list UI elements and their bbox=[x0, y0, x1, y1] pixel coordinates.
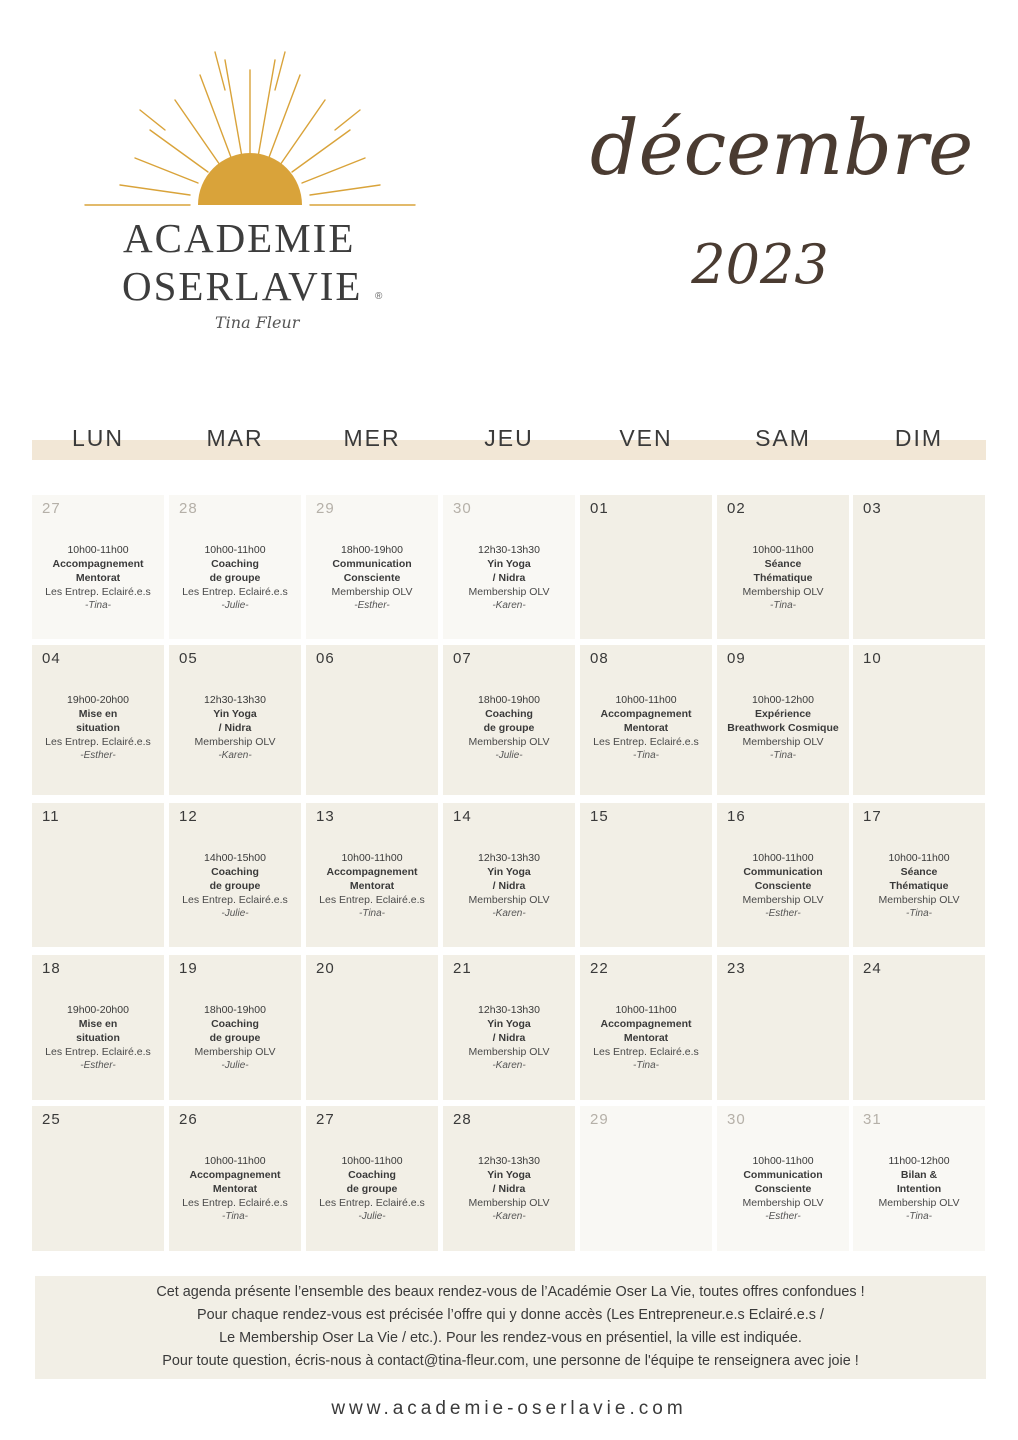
event-person: -Karen- bbox=[492, 600, 526, 611]
event-time: 18h00-19h00 bbox=[204, 1004, 266, 1016]
day-number: 30 bbox=[727, 1111, 746, 1128]
calendar-event[interactable] bbox=[169, 1003, 301, 1073]
event-time: 18h00-19h00 bbox=[341, 544, 403, 556]
event-time: 12h30-13h30 bbox=[478, 544, 540, 556]
calendar-event[interactable] bbox=[32, 1003, 164, 1073]
calendar-day-cell[interactable] bbox=[32, 1106, 164, 1251]
day-number: 29 bbox=[316, 500, 335, 517]
event-offer: Membership OLV bbox=[468, 1046, 550, 1058]
calendar-day-cell[interactable] bbox=[580, 495, 712, 639]
weekday-label: VEN bbox=[619, 425, 673, 451]
event-offer: Membership OLV bbox=[742, 1197, 824, 1209]
event-name: Coaching de groupe bbox=[483, 708, 535, 734]
note-line: Le Membership Oser La Vie / etc.). Pour les rendez-vous en présentiel, la ville est indiquée. bbox=[219, 1330, 802, 1346]
event-time: 12h30-13h30 bbox=[478, 852, 540, 864]
event-name: Accompagnement Mentorat bbox=[600, 1018, 692, 1044]
day-number: 09 bbox=[727, 650, 746, 667]
event-time: 10h00-11h00 bbox=[752, 1155, 814, 1167]
weekday-label: MAR bbox=[206, 425, 264, 451]
event-name: Yin Yoga / Nidra bbox=[487, 1018, 531, 1044]
event-offer: Membership OLV bbox=[742, 894, 824, 906]
day-number: 27 bbox=[42, 500, 61, 517]
note-line: Pour chaque rendez-vous est précisée l’offre qui y donne accès (Les Entrepreneur.e.s Eclairé.e.s / bbox=[197, 1307, 824, 1323]
calendar-day-cell[interactable] bbox=[169, 803, 301, 947]
calendar-event[interactable] bbox=[580, 693, 712, 763]
event-offer: Les Entrep. Eclairé.e.s bbox=[593, 1046, 699, 1058]
event-time: 11h00-12h00 bbox=[888, 1155, 950, 1167]
day-number: 13 bbox=[316, 808, 335, 825]
event-person: -Karen- bbox=[492, 1060, 526, 1071]
calendar-event[interactable] bbox=[853, 851, 985, 921]
calendar-event[interactable] bbox=[306, 851, 438, 921]
calendar-event[interactable] bbox=[443, 1154, 575, 1224]
calendar-event[interactable] bbox=[443, 693, 575, 763]
event-time: 10h00-11h00 bbox=[888, 852, 950, 864]
day-number: 31 bbox=[863, 1111, 882, 1128]
calendar-day-cell[interactable] bbox=[853, 495, 985, 639]
event-offer: Les Entrep. Eclairé.e.s bbox=[45, 1046, 151, 1058]
calendar-day-cell[interactable] bbox=[306, 803, 438, 947]
calendar-day-cell[interactable] bbox=[32, 803, 164, 947]
calendar-day-cell[interactable] bbox=[306, 1106, 438, 1251]
event-person: -Karen- bbox=[492, 1211, 526, 1222]
event-time: 10h00-11h00 bbox=[341, 1155, 403, 1167]
calendar-day-cell[interactable] bbox=[853, 955, 985, 1100]
academy-logo bbox=[80, 50, 420, 360]
day-number: 04 bbox=[42, 650, 61, 667]
day-number: 21 bbox=[453, 960, 472, 977]
event-offer: Membership OLV bbox=[878, 1197, 960, 1209]
calendar-day-cell[interactable] bbox=[580, 645, 712, 795]
event-time: 10h00-11h00 bbox=[341, 852, 403, 864]
event-time: 10h00-11h00 bbox=[615, 1004, 677, 1016]
event-offer: Membership OLV bbox=[468, 1197, 550, 1209]
event-name: Accompagnement Mentorat bbox=[600, 708, 692, 734]
day-number: 07 bbox=[453, 650, 472, 667]
signature: Tina Fleur bbox=[215, 313, 300, 332]
day-number: 10 bbox=[863, 650, 882, 667]
day-number: 18 bbox=[42, 960, 61, 977]
event-offer: Les Entrep. Eclairé.e.s bbox=[319, 1197, 425, 1209]
calendar-event[interactable] bbox=[443, 1003, 575, 1073]
event-offer: Membership OLV bbox=[194, 1046, 276, 1058]
calendar-event[interactable] bbox=[32, 543, 164, 613]
calendar-day-cell[interactable] bbox=[853, 1106, 985, 1251]
calendar-day-cell[interactable] bbox=[443, 955, 575, 1100]
calendar-day-cell[interactable] bbox=[717, 645, 849, 795]
weekday-label: MER bbox=[343, 425, 401, 451]
event-offer: Membership OLV bbox=[468, 894, 550, 906]
event-name: Yin Yoga / Nidra bbox=[487, 558, 531, 584]
day-number: 27 bbox=[316, 1111, 335, 1128]
info-note bbox=[35, 1276, 986, 1379]
website-link[interactable]: www.academie-oserlavie.com bbox=[331, 1398, 687, 1419]
calendar-day-cell[interactable] bbox=[580, 1106, 712, 1251]
day-number: 12 bbox=[179, 808, 198, 825]
event-name: Yin Yoga / Nidra bbox=[213, 708, 257, 734]
event-time: 12h30-13h30 bbox=[204, 694, 266, 706]
event-name: Expérience Breathwork Cosmique bbox=[727, 708, 839, 734]
day-number: 30 bbox=[453, 500, 472, 517]
event-name: Mise en situation bbox=[76, 1018, 120, 1044]
event-offer: Membership OLV bbox=[742, 586, 824, 598]
calendar-day-cell[interactable] bbox=[717, 1106, 849, 1251]
day-number: 14 bbox=[453, 808, 472, 825]
calendar-event[interactable] bbox=[169, 1154, 301, 1224]
event-name: Mise en situation bbox=[76, 708, 120, 734]
event-person: -Tina- bbox=[769, 750, 797, 761]
calendar-day-cell[interactable] bbox=[169, 1106, 301, 1251]
calendar-day-cell[interactable] bbox=[717, 495, 849, 639]
note-line: Cet agenda présente l’ensemble des beaux rendez-vous de l’Académie Oser La Vie, toutes offres confondues ! bbox=[156, 1284, 865, 1300]
day-number: 25 bbox=[42, 1111, 61, 1128]
event-time: 10h00-11h00 bbox=[615, 694, 677, 706]
event-name: Coaching de groupe bbox=[346, 1169, 398, 1195]
calendar-event[interactable] bbox=[306, 1154, 438, 1224]
event-person: -Tina- bbox=[905, 1211, 933, 1222]
event-name: Séance Thématique bbox=[889, 866, 949, 892]
event-person: -Esther- bbox=[80, 750, 116, 761]
day-number: 28 bbox=[453, 1111, 472, 1128]
event-person: -Julie- bbox=[495, 750, 523, 761]
event-name: Accompagnement Mentorat bbox=[326, 866, 418, 892]
event-name: Yin Yoga / Nidra bbox=[487, 1169, 531, 1195]
day-number: 17 bbox=[863, 808, 882, 825]
event-time: 10h00-11h00 bbox=[204, 544, 266, 556]
calendar-day-cell[interactable] bbox=[443, 1106, 575, 1251]
event-name: Yin Yoga / Nidra bbox=[487, 866, 531, 892]
event-time: 19h00-20h00 bbox=[67, 1004, 129, 1016]
event-offer: Les Entrep. Eclairé.e.s bbox=[182, 894, 288, 906]
event-time: 14h00-15h00 bbox=[204, 852, 266, 864]
calendar-day-cell[interactable] bbox=[169, 495, 301, 639]
event-person: -Karen- bbox=[218, 750, 252, 761]
event-offer: Membership OLV bbox=[331, 586, 413, 598]
note-line: Pour toute question, écris-nous à contact@tina-fleur.com, une personne de l'équipe te renseignera avec joie ! bbox=[162, 1353, 859, 1369]
calendar-event[interactable] bbox=[32, 693, 164, 763]
event-name: Bilan & Intention bbox=[896, 1169, 942, 1195]
event-name: Communication Consciente bbox=[332, 558, 412, 584]
event-offer: Les Entrep. Eclairé.e.s bbox=[319, 894, 425, 906]
year-title: 2023 bbox=[691, 233, 829, 296]
calendar-day-cell[interactable] bbox=[443, 495, 575, 639]
day-number: 23 bbox=[727, 960, 746, 977]
weekday-label: DIM bbox=[894, 425, 944, 451]
event-person: -Esther- bbox=[765, 908, 801, 919]
weekday-label: JEU bbox=[484, 425, 534, 451]
calendar-day-cell[interactable] bbox=[443, 645, 575, 795]
calendar-day-cell[interactable] bbox=[853, 803, 985, 947]
event-offer: Membership OLV bbox=[194, 736, 276, 748]
event-time: 18h00-19h00 bbox=[478, 694, 540, 706]
event-person: -Julie- bbox=[221, 1060, 249, 1071]
month-title: décembre bbox=[590, 103, 974, 192]
event-person: -Esther- bbox=[80, 1060, 116, 1071]
event-offer: Les Entrep. Eclairé.e.s bbox=[45, 586, 151, 598]
weekday-label: LUN bbox=[71, 425, 124, 451]
weekday-label: SAM bbox=[755, 425, 811, 451]
calendar-event[interactable] bbox=[580, 1003, 712, 1073]
event-name: Coaching de groupe bbox=[209, 866, 261, 892]
calendar-event[interactable] bbox=[717, 851, 849, 921]
brand-line-2: OSERLAVIE bbox=[122, 263, 363, 309]
calendar-day-cell[interactable] bbox=[32, 645, 164, 795]
calendar-event[interactable] bbox=[169, 543, 301, 613]
calendar-day-cell[interactable] bbox=[169, 645, 301, 795]
event-time: 10h00-12h00 bbox=[752, 694, 814, 706]
event-name: Accompagnement Mentorat bbox=[189, 1169, 281, 1195]
event-offer: Membership OLV bbox=[878, 894, 960, 906]
day-number: 02 bbox=[727, 500, 746, 517]
calendar-day-cell[interactable] bbox=[580, 955, 712, 1100]
event-offer: Membership OLV bbox=[468, 736, 550, 748]
event-time: 10h00-11h00 bbox=[67, 544, 129, 556]
event-person: -Tina- bbox=[221, 1211, 249, 1222]
event-name: Séance Thématique bbox=[753, 558, 813, 584]
event-person: -Julie- bbox=[221, 600, 249, 611]
event-name: Coaching de groupe bbox=[209, 558, 261, 584]
sun-rays-icon bbox=[80, 50, 420, 220]
calendar-day-cell[interactable] bbox=[306, 495, 438, 639]
calendar-event[interactable] bbox=[306, 543, 438, 613]
day-number: 03 bbox=[863, 500, 882, 517]
calendar-event[interactable] bbox=[853, 1154, 985, 1224]
day-number: 29 bbox=[590, 1111, 609, 1128]
calendar-day-cell[interactable] bbox=[853, 645, 985, 795]
registered-mark: ® bbox=[375, 291, 383, 302]
day-number: 20 bbox=[316, 960, 335, 977]
calendar-event[interactable] bbox=[169, 851, 301, 921]
day-number: 11 bbox=[42, 808, 60, 825]
event-person: -Tina- bbox=[905, 908, 933, 919]
event-offer: Membership OLV bbox=[468, 586, 550, 598]
brand-line-1: ACADEMIE bbox=[123, 215, 356, 261]
day-number: 19 bbox=[179, 960, 198, 977]
event-offer: Les Entrep. Eclairé.e.s bbox=[182, 586, 288, 598]
day-number: 06 bbox=[316, 650, 335, 667]
day-number: 08 bbox=[590, 650, 609, 667]
event-name: Communication Consciente bbox=[743, 1169, 823, 1195]
event-person: -Esther- bbox=[765, 1211, 801, 1222]
day-number: 26 bbox=[179, 1111, 198, 1128]
calendar-day-cell[interactable] bbox=[717, 955, 849, 1100]
event-time: 12h30-13h30 bbox=[478, 1155, 540, 1167]
calendar-event[interactable] bbox=[169, 693, 301, 763]
event-offer: Membership OLV bbox=[742, 736, 824, 748]
calendar-day-cell[interactable] bbox=[580, 803, 712, 947]
calendar-day-cell[interactable] bbox=[717, 803, 849, 947]
event-offer: Les Entrep. Eclairé.e.s bbox=[593, 736, 699, 748]
event-time: 12h30-13h30 bbox=[478, 1004, 540, 1016]
event-person: -Julie- bbox=[358, 1211, 386, 1222]
day-number: 01 bbox=[590, 500, 609, 517]
calendar-day-cell[interactable] bbox=[443, 803, 575, 947]
day-number: 28 bbox=[179, 500, 198, 517]
calendar-event[interactable] bbox=[443, 543, 575, 613]
calendar-event[interactable] bbox=[717, 693, 849, 763]
event-time: 10h00-11h00 bbox=[204, 1155, 266, 1167]
event-person: -Tina- bbox=[84, 600, 112, 611]
calendar-day-cell[interactable] bbox=[306, 955, 438, 1100]
event-offer: Les Entrep. Eclairé.e.s bbox=[182, 1197, 288, 1209]
event-person: -Tina- bbox=[358, 908, 386, 919]
day-number: 05 bbox=[179, 650, 198, 667]
event-person: -Karen- bbox=[492, 908, 526, 919]
calendar-event[interactable] bbox=[717, 1154, 849, 1224]
event-person: -Julie- bbox=[221, 908, 249, 919]
event-name: Communication Consciente bbox=[743, 866, 823, 892]
calendar-day-cell[interactable] bbox=[32, 495, 164, 639]
event-time: 10h00-11h00 bbox=[752, 852, 814, 864]
day-number: 24 bbox=[863, 960, 882, 977]
event-name: Accompagnement Mentorat bbox=[52, 558, 144, 584]
calendar-event[interactable] bbox=[717, 543, 849, 613]
event-person: -Tina- bbox=[632, 750, 660, 761]
calendar-day-cell[interactable] bbox=[32, 955, 164, 1100]
event-person: -Tina- bbox=[769, 600, 797, 611]
day-number: 16 bbox=[727, 808, 746, 825]
day-number: 15 bbox=[590, 808, 609, 825]
event-person: -Tina- bbox=[632, 1060, 660, 1071]
event-person: -Esther- bbox=[354, 600, 390, 611]
event-time: 10h00-11h00 bbox=[752, 544, 814, 556]
calendar-day-cell[interactable] bbox=[306, 645, 438, 795]
event-time: 19h00-20h00 bbox=[67, 694, 129, 706]
event-offer: Les Entrep. Eclairé.e.s bbox=[45, 736, 151, 748]
day-number: 22 bbox=[590, 960, 609, 977]
calendar-event[interactable] bbox=[443, 851, 575, 921]
event-name: Coaching de groupe bbox=[209, 1018, 261, 1044]
calendar-day-cell[interactable] bbox=[169, 955, 301, 1100]
